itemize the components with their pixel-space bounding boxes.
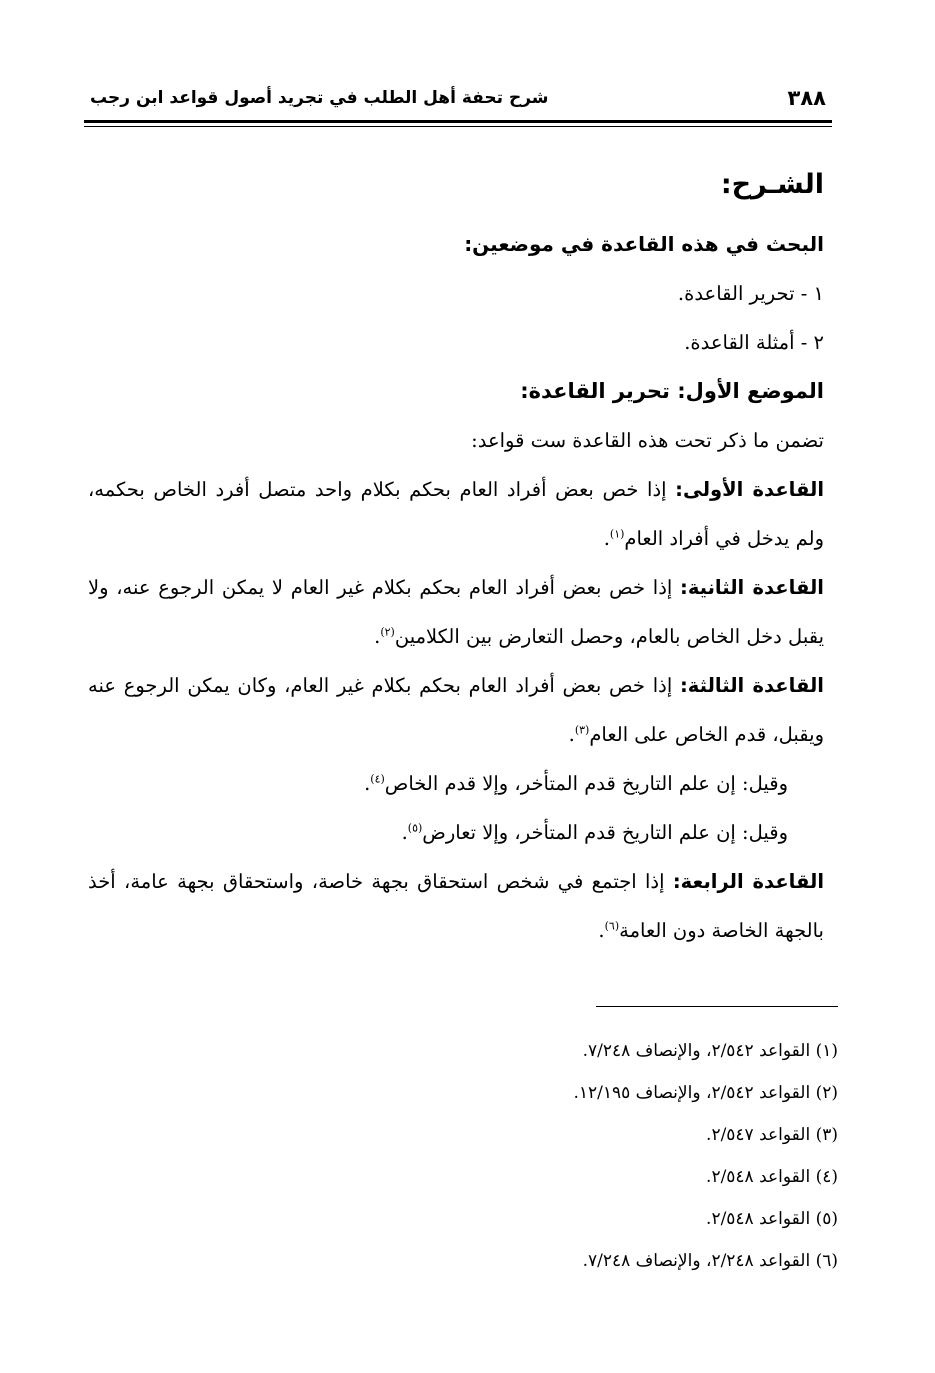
footnotes [300, 1030, 838, 1282]
rule-4-text: إذا اجتمع في شخص استحقاق بجهة خاصة، واستحقاق بجهة عامة، أخذ بالجهة الخاصة دون العامة [88, 870, 824, 942]
rule-1-paragraph [88, 465, 824, 563]
footnote-2: (٢) القواعد ٢/٥٤٢، والإنصاف ١٢/١٩٥. [573, 1083, 838, 1103]
rule-1-text: إذا خص بعض أفراد العام بحكم بكلام واحد متصل أفرد الخاص بحكمه، ولم يدخل في أفراد العام [88, 478, 824, 550]
list-item-2: ٢ - أمثلة القاعدة. [684, 331, 824, 354]
footnote-1: (١) القواعد ٢/٥٤٢، والإنصاف ٧/٢٤٨. [582, 1041, 838, 1061]
header-rule-thin [84, 126, 832, 127]
rule-3-label: القاعدة الثالثة: [680, 674, 824, 697]
qil-1-period: . [364, 772, 371, 795]
lead-paragraph: تضمن ما ذكر تحت هذه القاعدة ست قواعد: [471, 429, 824, 452]
rule-3-paragraph [88, 661, 824, 759]
qil-1-paragraph [88, 759, 824, 808]
qil-1-text: وقيل: إن علم التاريخ قدم المتأخر، وإلا قدم الخاص [384, 772, 788, 795]
rule-2-paragraph [88, 563, 824, 661]
rule-2-text: إذا خص بعض أفراد العام بحكم بكلام غير العام لا يمكن الرجوع عنه، ولا يقبل دخل الخاص بالعام، وحصل التعارض بين الكلامين [88, 576, 824, 648]
footnote-ref-4[interactable]: (٤) [370, 772, 385, 786]
footnote-4: (٤) القواعد ٢/٥٤٨. [706, 1167, 838, 1187]
rule-1-label: القاعدة الأولى: [675, 478, 825, 501]
intro-line: البحث في هذه القاعدة في موضعين: [464, 232, 824, 256]
rule-4-paragraph [88, 857, 824, 955]
rule-3-text: إذا خص بعض أفراد العام بحكم بكلام غير العام، وكان يمكن الرجوع عنه ويقبل، قدم الخاص على العام [88, 674, 824, 746]
footnote-separator [596, 1006, 838, 1007]
footnote-ref-3[interactable]: (٣) [574, 723, 590, 737]
rule-2-period: . [374, 625, 381, 648]
footnote-ref-6[interactable]: (٦) [604, 919, 620, 933]
section-title: الشـرح: [720, 169, 824, 200]
rule-4-period: . [598, 919, 605, 942]
footnote-6: (٦) القواعد ٢/٢٤٨، والإنصاف ٧/٢٤٨. [582, 1251, 838, 1271]
subheading: الموضع الأول: تحرير القاعدة: [520, 379, 824, 403]
footnote-5: (٥) القواعد ٢/٥٤٨. [706, 1209, 838, 1229]
rule-2-label: القاعدة الثانية: [680, 576, 824, 599]
footnote-ref-5[interactable]: (٥) [407, 821, 423, 835]
rule-3-period: . [568, 723, 575, 746]
qil-2-period: . [401, 821, 408, 844]
running-title: شرح تحفة أهل الطلب في تجريد أصول قواعد ابن رجب [90, 88, 549, 108]
main-text [88, 160, 824, 955]
footnote-ref-2[interactable]: (٢) [380, 625, 395, 639]
header-rule-thick [84, 120, 832, 123]
page-header [84, 82, 832, 118]
qil-2-paragraph [88, 808, 824, 857]
qil-2-text: وقيل: إن علم التاريخ قدم المتأخر، وإلا تعارض [422, 821, 788, 844]
list-item-1: ١ - تحرير القاعدة. [677, 282, 824, 305]
rule-4-label: القاعدة الرابعة: [672, 870, 824, 893]
footnote-ref-1[interactable]: (١) [609, 527, 625, 541]
rule-1-period: . [603, 527, 610, 550]
footnote-3: (٣) القواعد ٢/٥٤٧. [706, 1125, 838, 1145]
page-number: ٣٨٨ [787, 86, 826, 110]
